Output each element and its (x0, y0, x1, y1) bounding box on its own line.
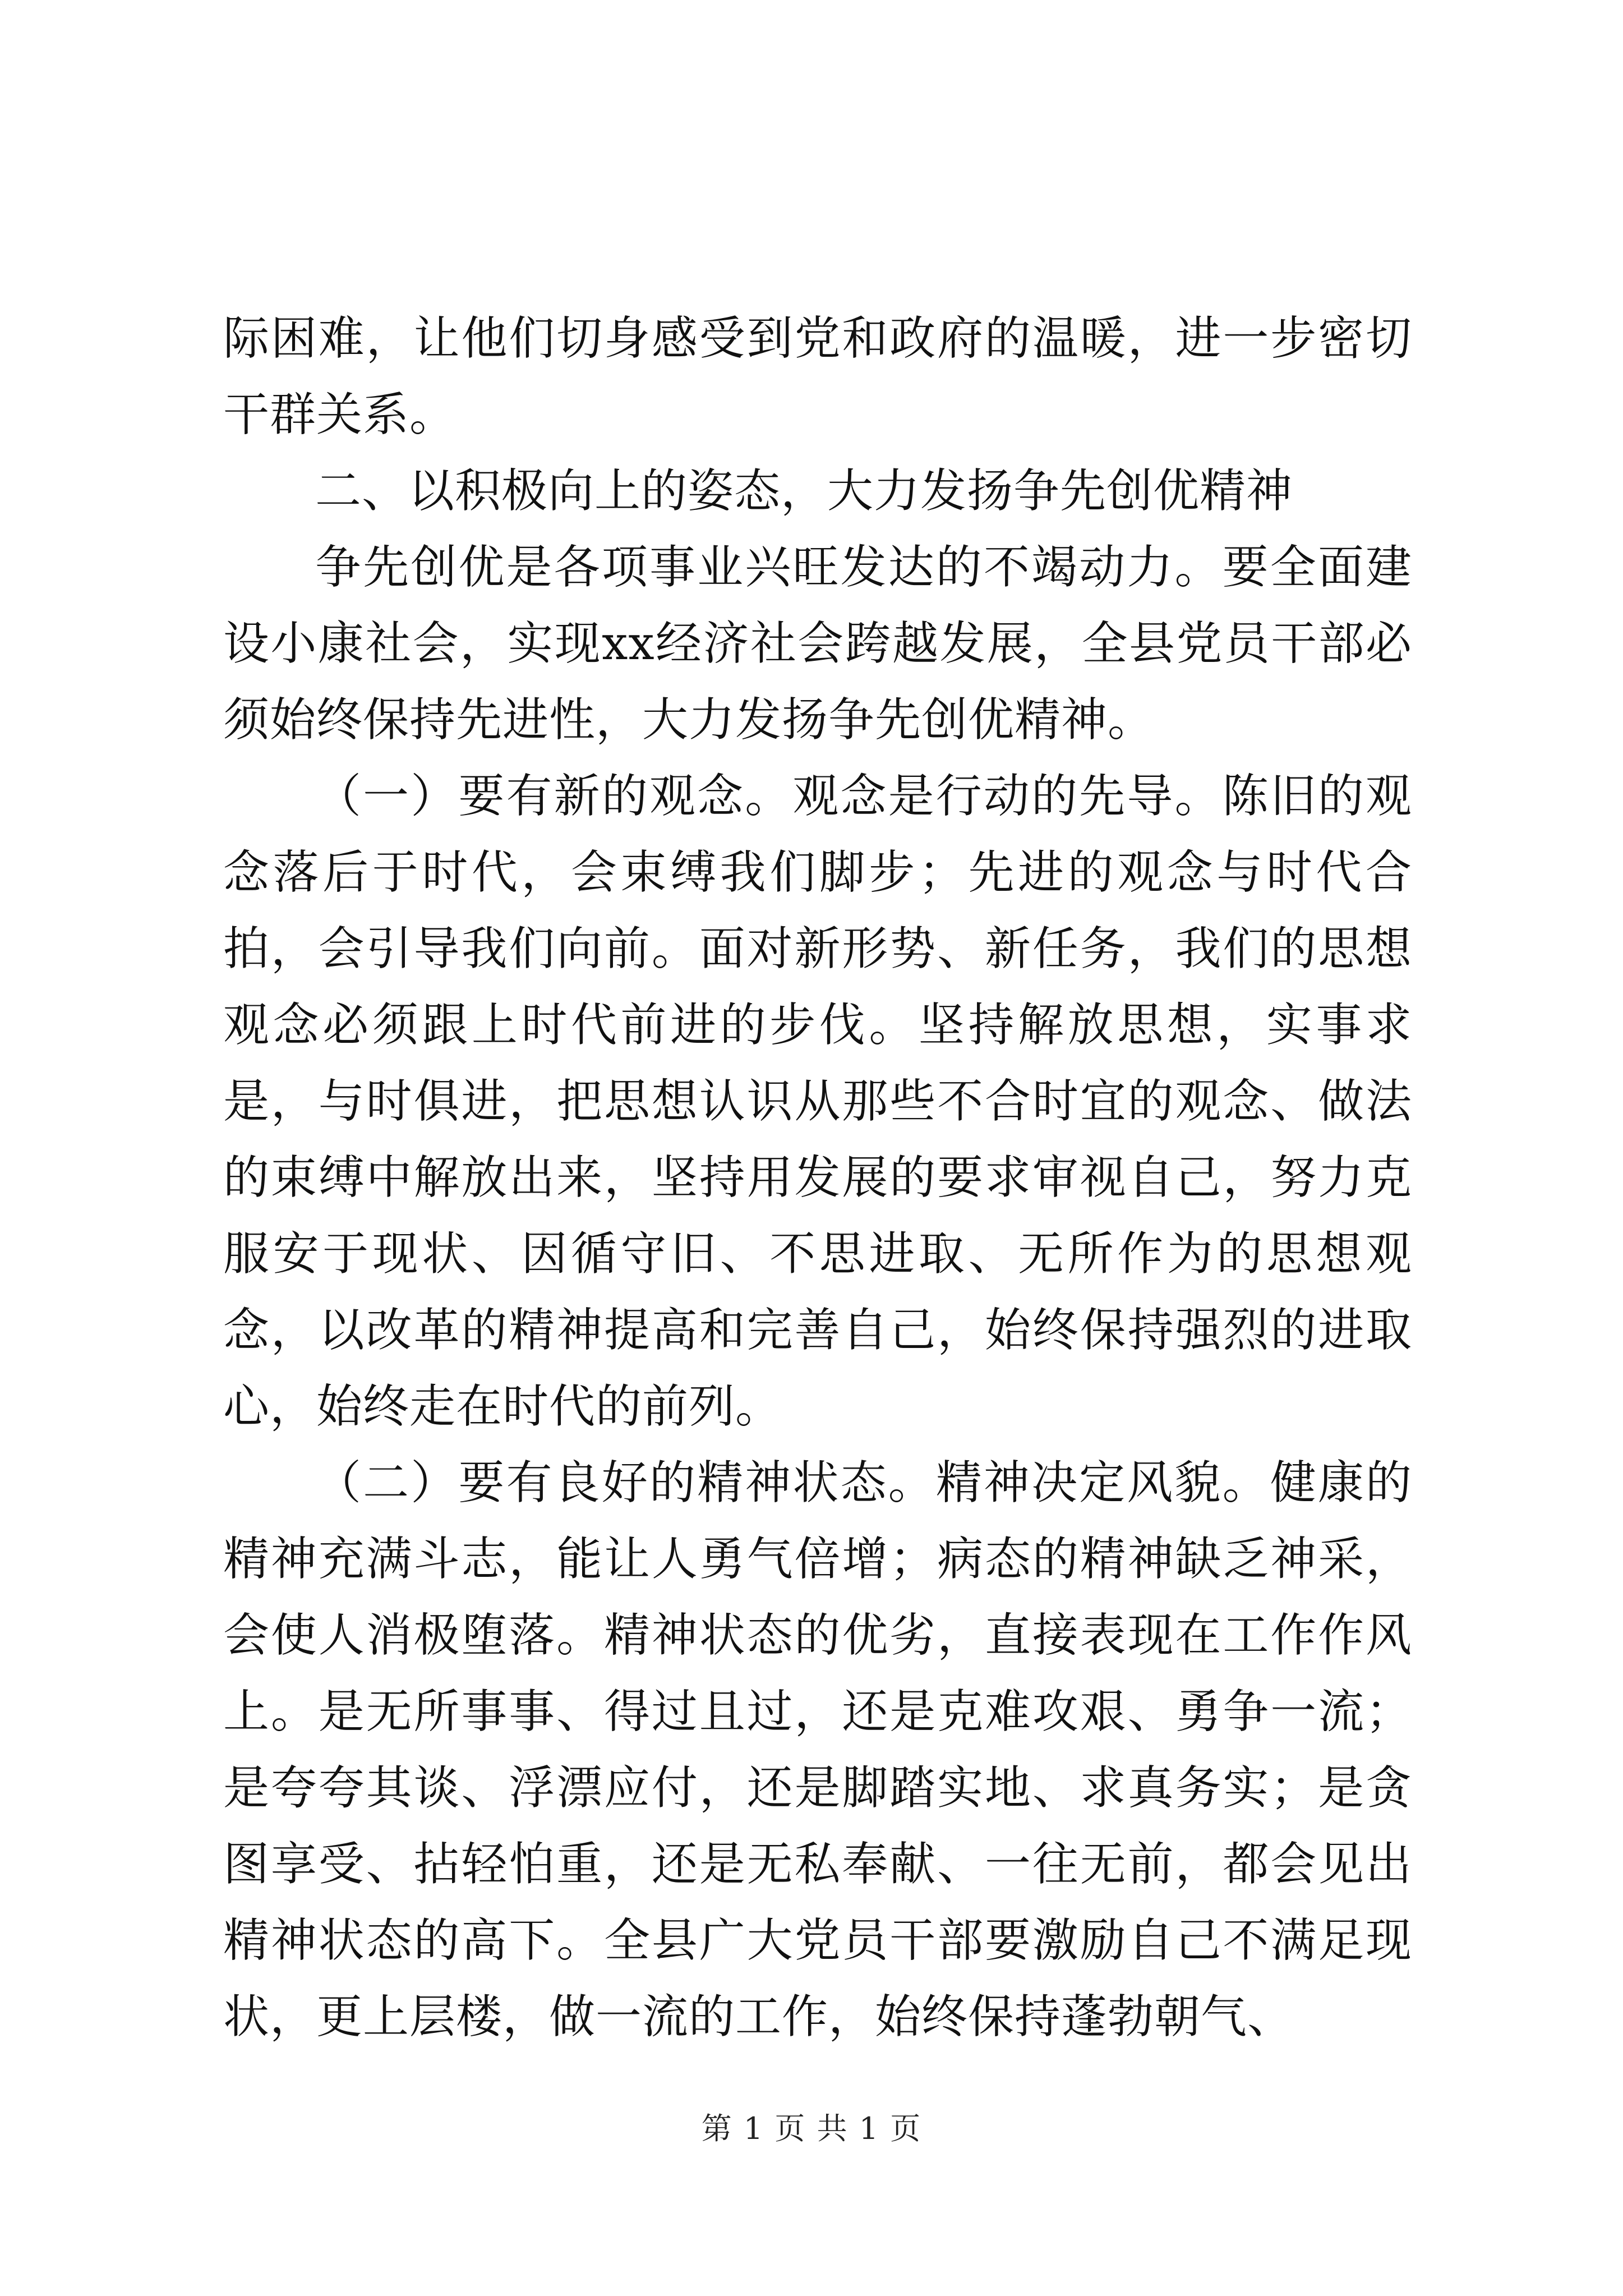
paragraph-spirit-state: （二）要有良好的精神状态。精神决定风貌。健康的精神充满斗志，能让人勇气倍增；病态的精神缺乏神采，会使人消极堕落。精神状态的优劣，直接表现在工作作风上。是无所事事、得过且过，还是克难攻艰、勇争一流；是夸夸其谈、浮漂应付，还是脚踏实地、求真务实；是贪图享受、拈轻怕重，还是无私奉献、一往无前，都会见出精神状态的高下。全县广大党员干部要激励自己不满足现状，更上层楼，做一流的工作，始终保持蓬勃朝气、 (223, 1456, 1412, 2044)
paragraph-intro: 争先创优是各项事业兴旺发达的不竭动力。要全面建设小康社会，实现xx经济社会跨越发展，全县党员干部必须始终保持先进性，大力发扬争先创优精神。 (223, 541, 1412, 747)
page-number-footer: 第 1 页 共 1 页 (701, 2111, 922, 2146)
paragraph-new-concepts: （一）要有新的观念。观念是行动的先导。陈旧的观念落后于时代，会束缚我们脚步；先进的观念与时代合拍，会引导我们向前。面对新形势、新任务，我们的思想观念必须跟上时代前进的步伐。坚持解放思想，实事求是，与时俱进，把思想认识从那些不合时宜的观念、做法的束缚中解放出来，坚持用发展的要求审视自己，努力克服安于现状、因循守旧、不思进取、无所作为的思想观念，以改革的精神提高和完善自己，始终保持强烈的进取心，始终走在时代的前列。 (223, 770, 1412, 1433)
paragraph-continuation: 际困难，让他们切身感受到党和政府的温暖，进一步密切干群关系。 (223, 312, 1412, 441)
document-body (223, 301, 1412, 2055)
section-heading: 二、以积极向上的姿态，大力发扬争先创优精神 (315, 464, 1293, 518)
